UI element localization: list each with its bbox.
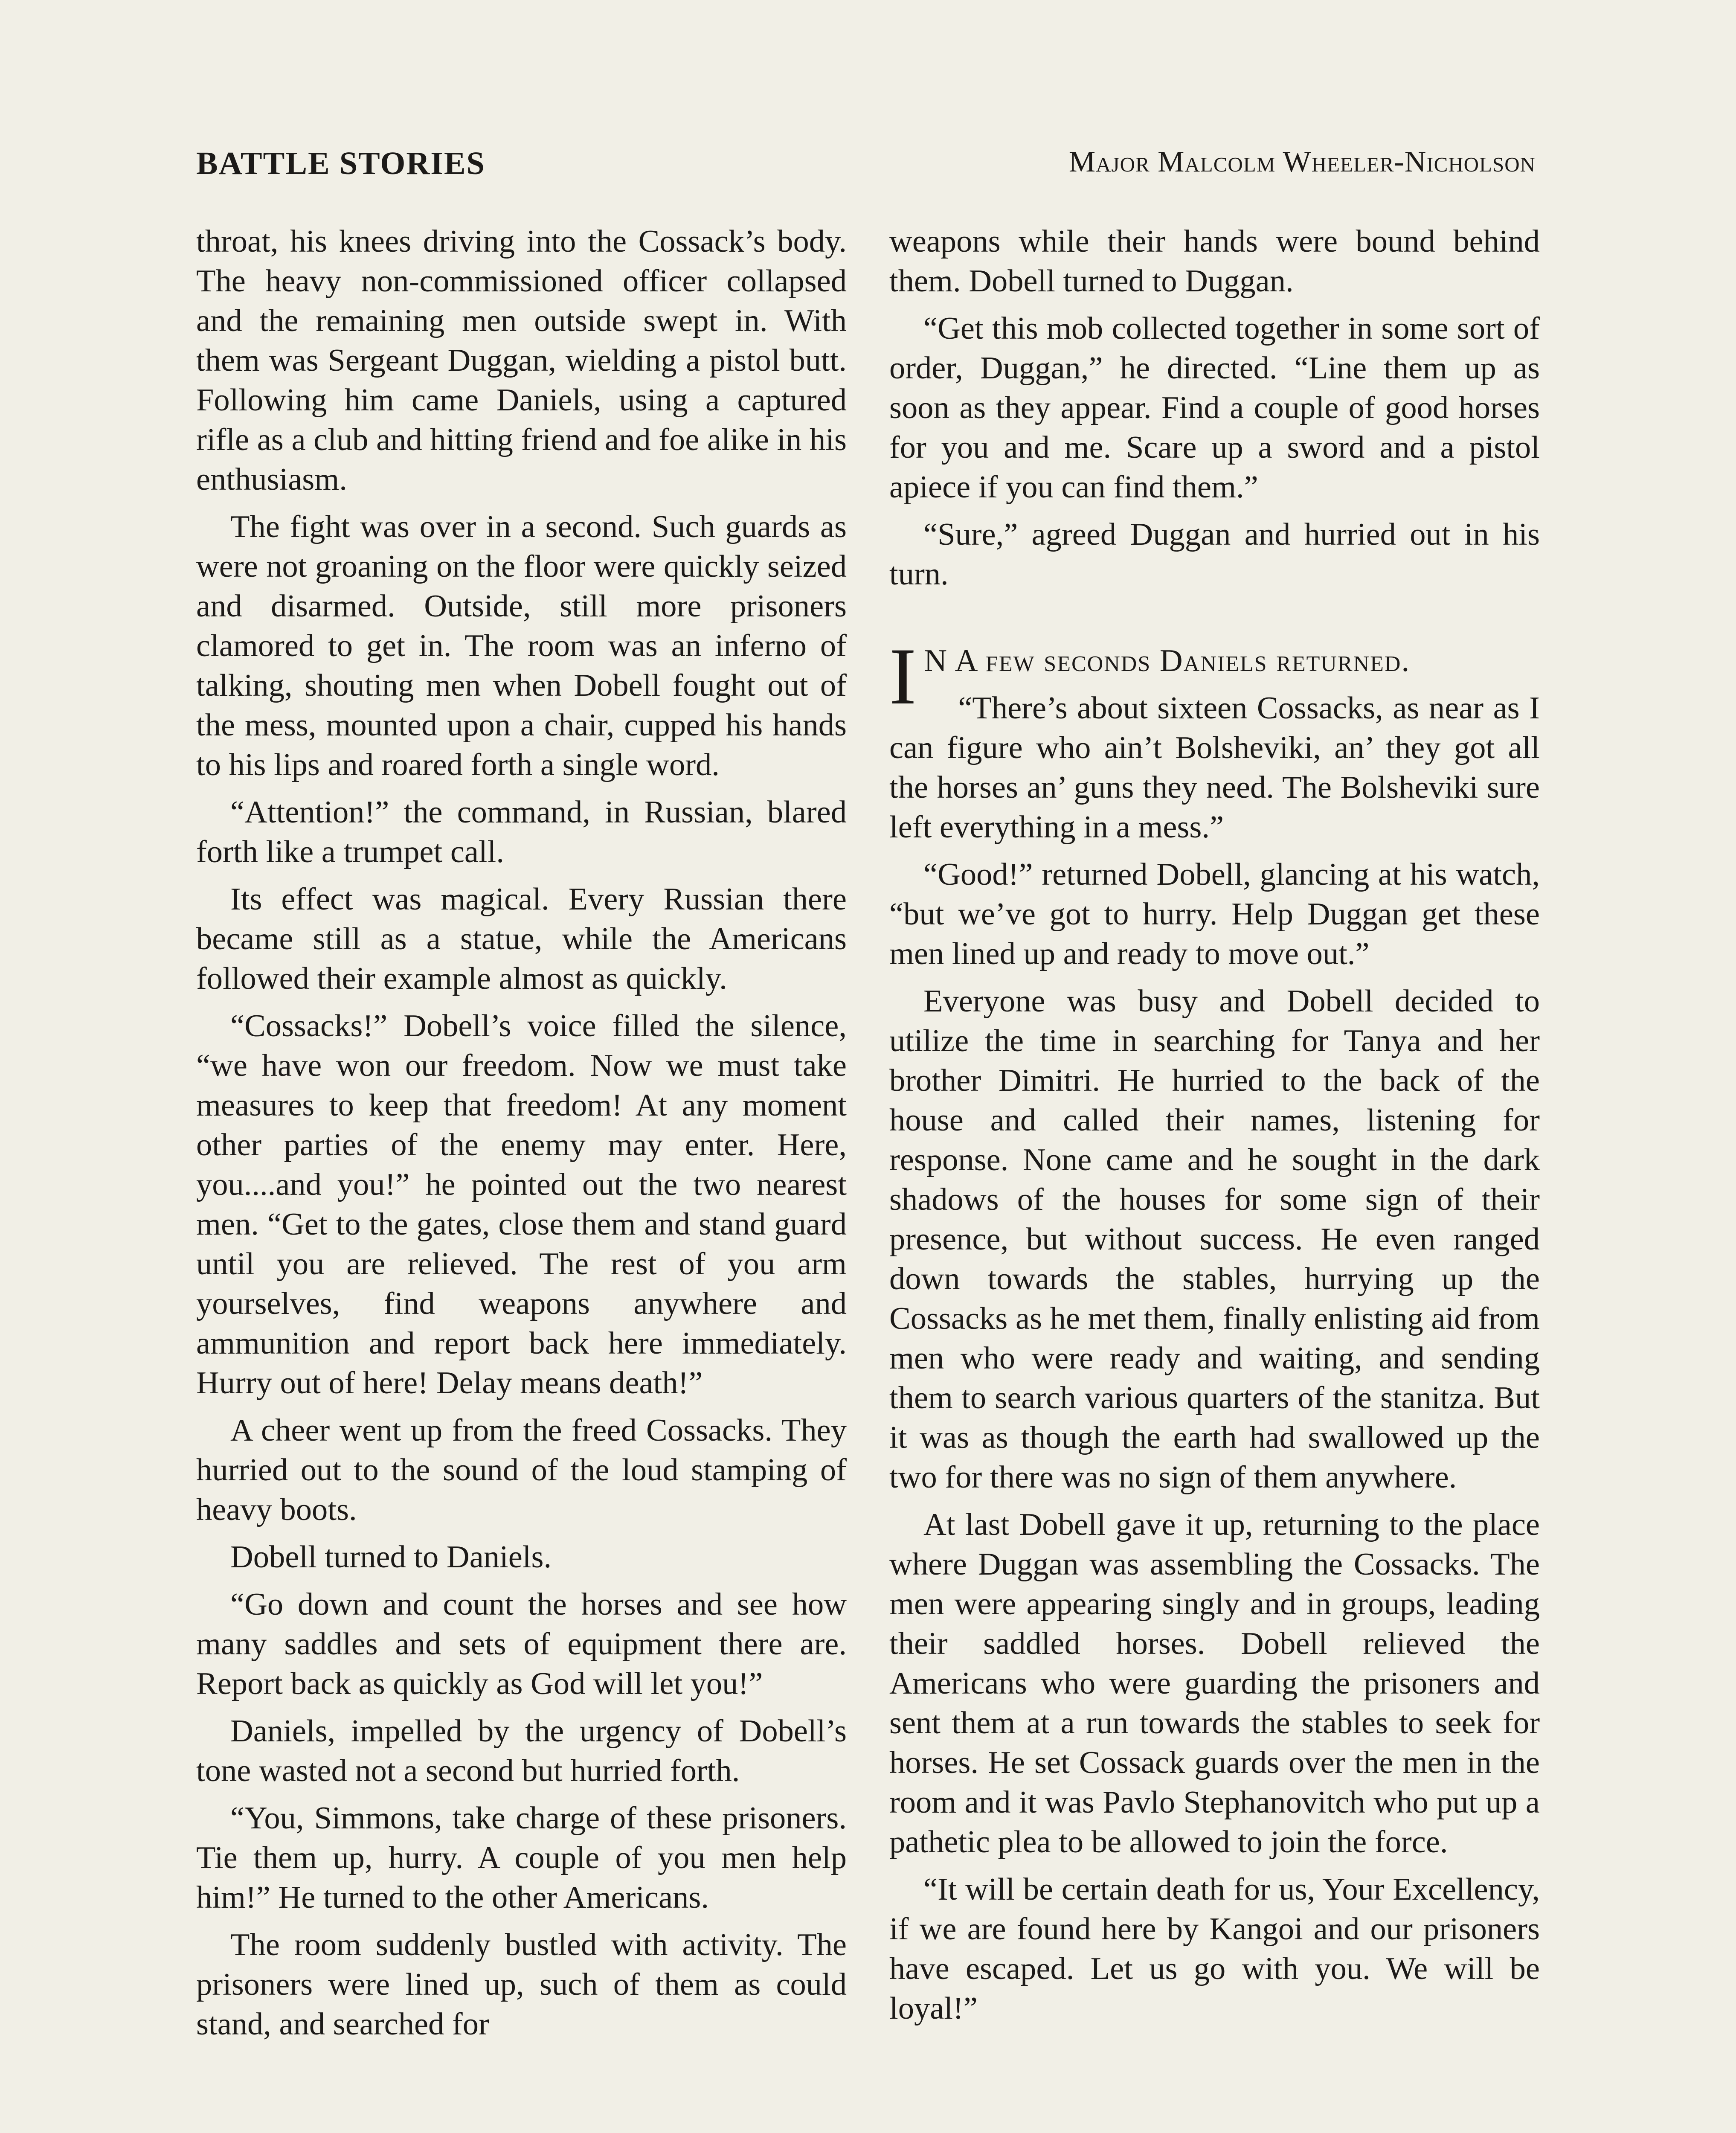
left-text-column [196, 222, 847, 2052]
running-header-author: Major Malcolm Wheeler-Nicholson [1068, 145, 1536, 178]
drop-cap-lead-in: N A few seconds Daniels returned. [924, 643, 1411, 678]
paragraph: The fight was over in a second. Such guards as were not groaning on the floor were quickly seized and disarmed. Outside, still more prisoners clamored to get in. The room was an inferno of talking, shouting men when Dobell fought out of the mess, mounted upon a chair, cupped his hands to his lips and roared forth a single word. [196, 509, 847, 782]
paragraph: A cheer went up from the freed Cossacks. They hurried out to the sound of the loud stamping of heavy boots. [196, 1413, 847, 1527]
paragraph: Its effect was magical. Every Russian there became still as a statue, while the Americans followed their example almost as quickly. [196, 882, 847, 996]
paragraph: “Go down and count the horses and see how many saddles and sets of equipment there are. Report back as quickly as God will let you!” [196, 1587, 847, 1701]
paragraph: “Good!” returned Dobell, glancing at his watch, “but we’ve got to hurry. Help Duggan get these men lined up and ready to move out.” [889, 857, 1540, 971]
section-opening-paragraph [889, 632, 1540, 721]
paragraph: throat, his knees driving into the Cossack’s body. The heavy non-commissioned officer collapsed and the remaining men outside swept in. With them was Sergeant Duggan, wielding a pistol butt. Following him came Daniels, using a captured rifle as a club and hitting friend and foe alike in his enthusiasm. [196, 224, 847, 497]
paragraph: “Attention!” the command, in Russian, blared forth like a trumpet call. [196, 795, 847, 869]
paragraph: “Sure,” agreed Duggan and hurried out in his turn. [889, 517, 1540, 592]
running-header-title: BATTLE STORIES [196, 145, 485, 181]
paragraph: Dobell turned to Daniels. [230, 1540, 552, 1575]
paragraph: Everyone was busy and Dobell decided to utilize the time in searching for Tanya and her brother Dimitri. He hurried to the back of the house and called their names, listening for response. None came and he sought in the dark shadows of the houses for some sign of their presence, but without success. He even ranged down towards the stables, hurrying up the Cossacks as he met them, finally enlisting aid from men who were ready and waiting, and sending them to search various quarters of the stanitza. But it was as though the earth had swallowed up the two for there was no sign of them anywhere. [889, 984, 1540, 1495]
paragraph: “Cossacks!” Dobell’s voice filled the silence, “we have won our freedom. Now we must take measures to keep that freedom! At any moment other parties of the enemy may enter. Here, you....and you!” he pointed out the two nearest men. “Get to the gates, close them and stand guard until you are relieved. The rest of you arm yourselves, find weapons anywhere and ammunition and report back here immediately. Hurry out of here! Delay means death!” [196, 1008, 847, 1401]
paragraph: weapons while their hands were bound behind them. Dobell turned to Duggan. [889, 224, 1540, 299]
paragraph: Daniels, impelled by the urgency of Dobell’s tone wasted not a second but hurried forth. [196, 1714, 847, 1788]
paragraph: “You, Simmons, take charge of these prisoners. Tie them up, hurry. A couple of you men help him!” He turned to the other Americans. [196, 1801, 847, 1915]
drop-cap-letter: I [889, 632, 917, 721]
paragraph: The room suddenly bustled with activity. The prisoners were lined up, such of them as could stand, and searched for [196, 1927, 847, 2042]
paragraph: At last Dobell gave it up, returning to the place where Duggan was assembling the Cossacks. The men were appearing singly and in groups, leading their saddled horses. Dobell relieved the Americans who were guarding the prisoners and sent them at a run towards the stables to seek for horses. He set Cossack guards over the men in the room and it was Pavlo Stephanovitch who put up a pathetic plea to be allowed to join the force. [889, 1507, 1540, 1860]
paragraph: “It will be certain death for us, Your Excellency, if we are found here by Kangoi and our prisoners have escaped. Let us go with you. We will be loyal!” [889, 1872, 1540, 2026]
paragraph: “Get this mob collected together in some sort of order, Duggan,” he directed. “Line them up as soon as they appear. Find a couple of good horses for you and me. Scare up a sword and a pistol apiece if you can find them.” [889, 311, 1540, 505]
right-text-column [889, 222, 1540, 2036]
paragraph: “There’s about sixteen Cossacks, as near as I can figure who ain’t Bolsheviki, an’ they got all the horses an’ guns they need. The Bolsheviki sure left everything in a mess.” [889, 691, 1540, 845]
